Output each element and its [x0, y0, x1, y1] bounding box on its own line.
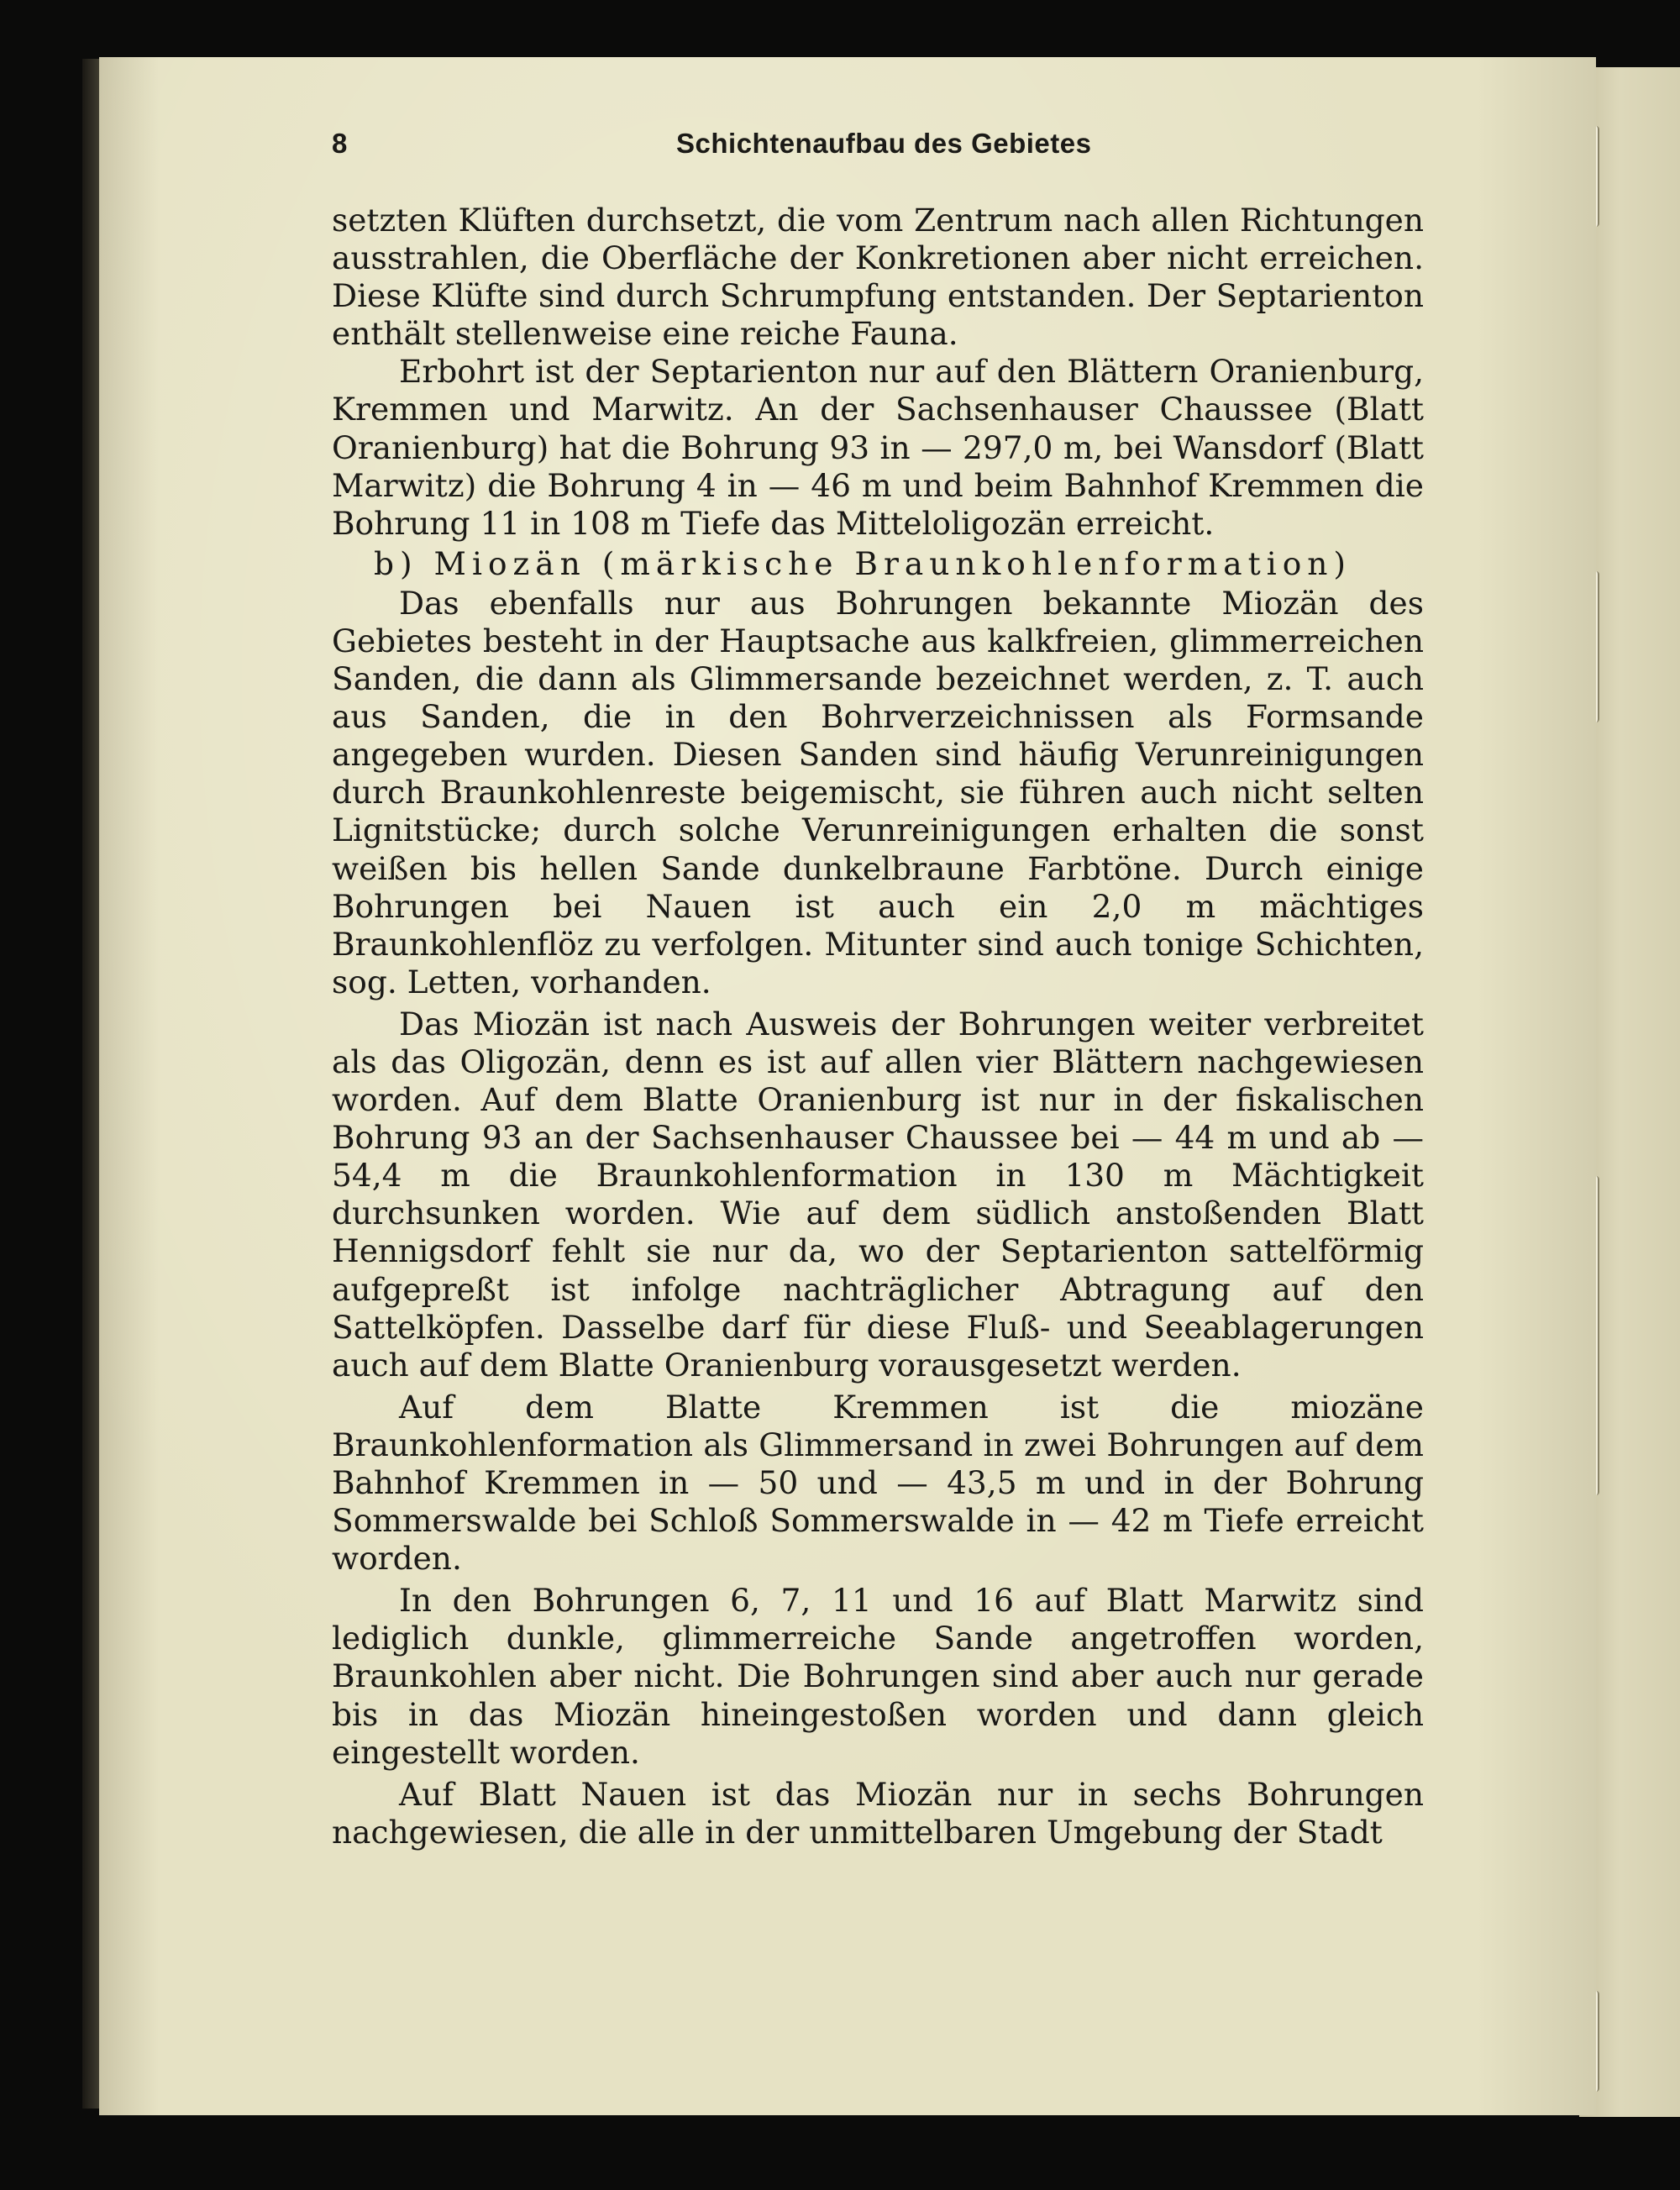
- paragraph: Das ebenfalls nur aus Bohrungen bekannte Miozän des Gebietes besteht in der Hauptsache aus kalkfreien, glimmerreichen Sanden, die dann als Glimmersande bezeichnet werden, z. T. auch aus Sanden, die in den Bohrverzeichnissen als Formsande angegeben wurden. Diesen Sanden sind häufig Verunreinigungen durch Braunkohlenreste beigemischt, sie führen auch nicht selten Lignitstücke; durch solche Verunreinigungen erhalten die sonst weißen bis hellen Sande dunkelbraune Farbtöne. Durch einige Bohrungen bei Nauen ist auch ein 2,0 m mächtiges Braunkohlenflöz zu verfolgen. Mitunter sind auch tonige Schichten, sog. Letten, vorhanden.: [332, 584, 1424, 1000]
- body-text: [332, 202, 1424, 1851]
- page-number: 8: [332, 128, 348, 159]
- paragraph: Auf Blatt Nauen ist das Miozän nur in sechs Bohrungen nachgewiesen, die alle in der unmittelbaren Umgebung der Stadt: [332, 1775, 1424, 1851]
- paragraph: Auf dem Blatte Kremmen ist die miozäne Braunkohlenformation als Glimmersand in zwei Bohrungen auf dem Bahnhof Kremmen in — 50 und — 43,5 m und in der Bohrung Sommerswalde bei Schloß Sommerswalde in — 42 m Tiefe erreicht worden.: [332, 1388, 1424, 1578]
- paragraph: In den Bohrungen 6, 7, 11 und 16 auf Blatt Marwitz sind lediglich dunkle, glimmerreiche Sande angetroffen worden, Braunkohlen aber nicht. Die Bohrungen sind aber auch nur gerade bis in das Miozän hineingestoßen worden und dann gleich eingestellt worden.: [332, 1582, 1424, 1771]
- running-title: Schichtenaufbau des Gebietes: [676, 128, 1092, 159]
- paragraph: Das Miozän ist nach Ausweis der Bohrungen weiter verbreitet als das Oligozän, denn es ist auf allen vier Blättern nachgewiesen worden. Auf dem Blatte Oranienburg ist nur in der fiskalischen Bohrung 93 an der Sachsenhauser Chaussee bei — 44 m und ab — 54,4 m die Braunkohlenformation in 130 m Mächtigkeit durchsunken worden. Wie auf dem südlich anstoßenden Blatt Hennigsdorf fehlt sie nur da, wo der Septarienton sattelförmig aufgepreßt ist infolge nachträglicher Abtragung auf den Sattelköpfen. Dasselbe darf für diese Fluß- und Seeablagerungen auch auf dem Blatte Oranienburg vorausgesetzt werden.: [332, 1005, 1424, 1384]
- section-heading: b) Miozän (märkische Braunkohlenformation): [374, 544, 1352, 582]
- paragraph: setzten Klüften durchsetzt, die vom Zentrum nach allen Richtungen ausstrahlen, die Oberfläche der Konkretionen aber nicht erreichen. Diese Klüfte sind durch Schrumpfung entstanden. Der Septarienton enthält stellenweise eine reiche Fauna.: [332, 202, 1424, 353]
- running-header: [332, 128, 1424, 170]
- paragraph: Erbohrt ist der Septarienton nur auf den Blättern Oranienburg, Kremmen und Marwitz. An der Sachsenhauser Chaussee (Blatt Oranienburg) hat die Bohrung 93 in — 297,0 m, bei Wansdorf (Blatt Marwitz) die Bohrung 4 in — 46 m und beim Bahnhof Kremmen die Bohrung 11 in 108 m Tiefe das Mitteloligozän erreicht.: [332, 353, 1424, 542]
